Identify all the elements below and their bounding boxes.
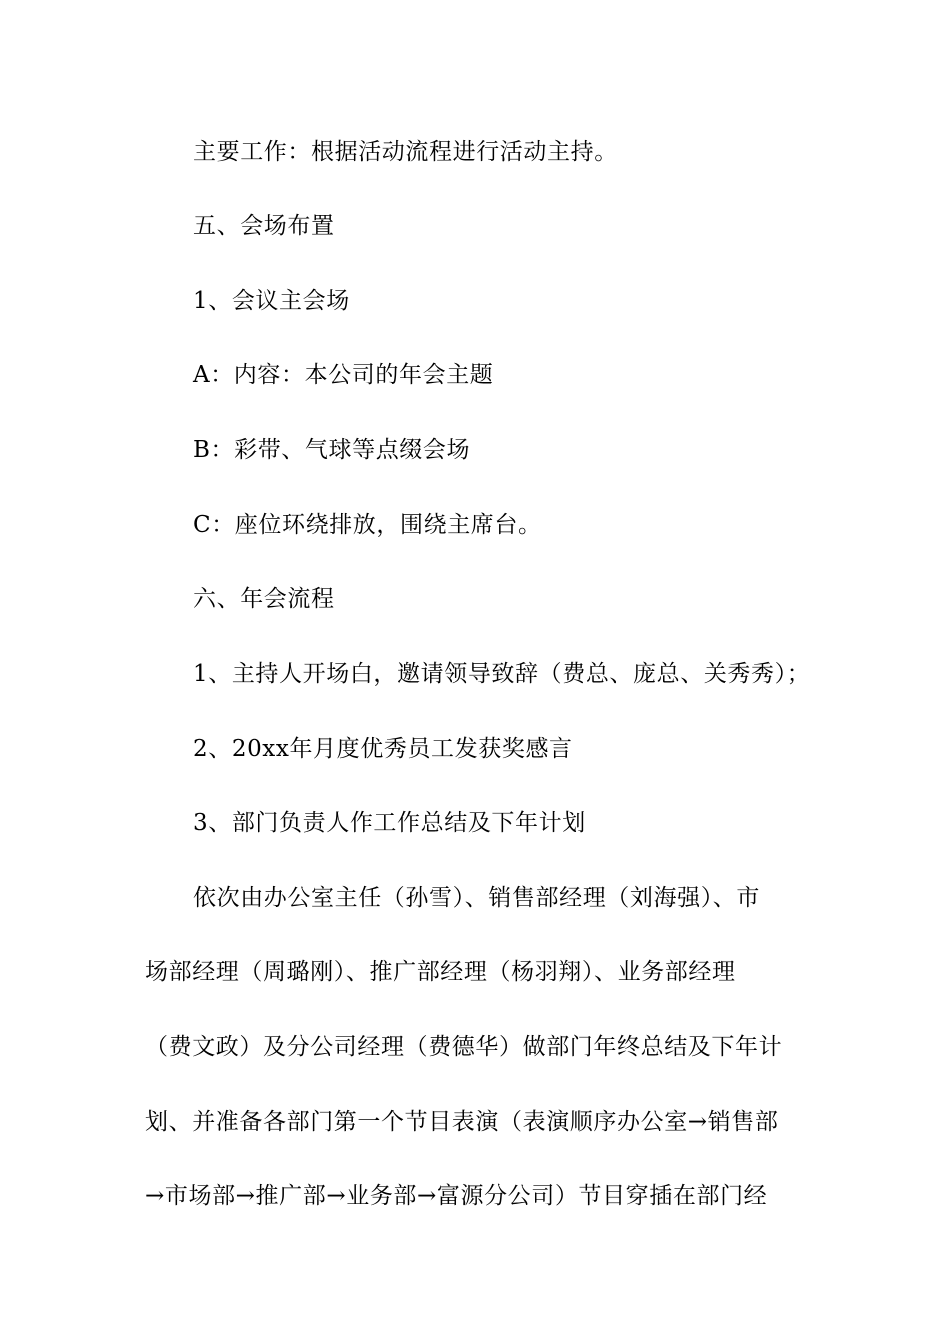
- process-item-2: 2、20xx年月度优秀员工发获奖感言: [193, 736, 573, 762]
- paragraph-line-3: （费文政）及分公司经理（费德华）做部门年终总结及下年计: [145, 1034, 783, 1060]
- paragraph-line-1: 依次由办公室主任（孙雪）、销售部经理（刘海强）、市: [193, 885, 760, 911]
- process-item-1: 1、主持人开场白，邀请领导致辞（费总、庞总、关秀秀）；: [193, 661, 811, 687]
- text-line-main-work: 主要工作：根据活动流程进行活动主持。: [193, 139, 618, 165]
- heading-annual-meeting-process: 六、年会流程: [193, 586, 335, 612]
- paragraph-line-2: 场部经理（周璐刚）、推广部经理（杨羽翔）、业务部经理: [145, 959, 736, 985]
- paragraph-line-5: →市场部→推广部→业务部→富源分公司）节目穿插在部门经: [145, 1183, 768, 1209]
- process-item-3: 3、部门负责人作工作总结及下年计划: [193, 810, 586, 836]
- list-item-b: B：彩带、气球等点缀会场: [193, 437, 471, 463]
- subheading-main-venue: 1、会议主会场: [193, 288, 350, 314]
- paragraph-line-4: 划、并准备各部门第一个节目表演（表演顺序办公室→销售部: [145, 1109, 779, 1135]
- list-item-c: C：座位环绕排放，围绕主席台。: [193, 512, 542, 538]
- heading-venue-layout: 五、会场布置: [193, 213, 335, 239]
- list-item-a: A：内容：本公司的年会主题: [193, 362, 494, 388]
